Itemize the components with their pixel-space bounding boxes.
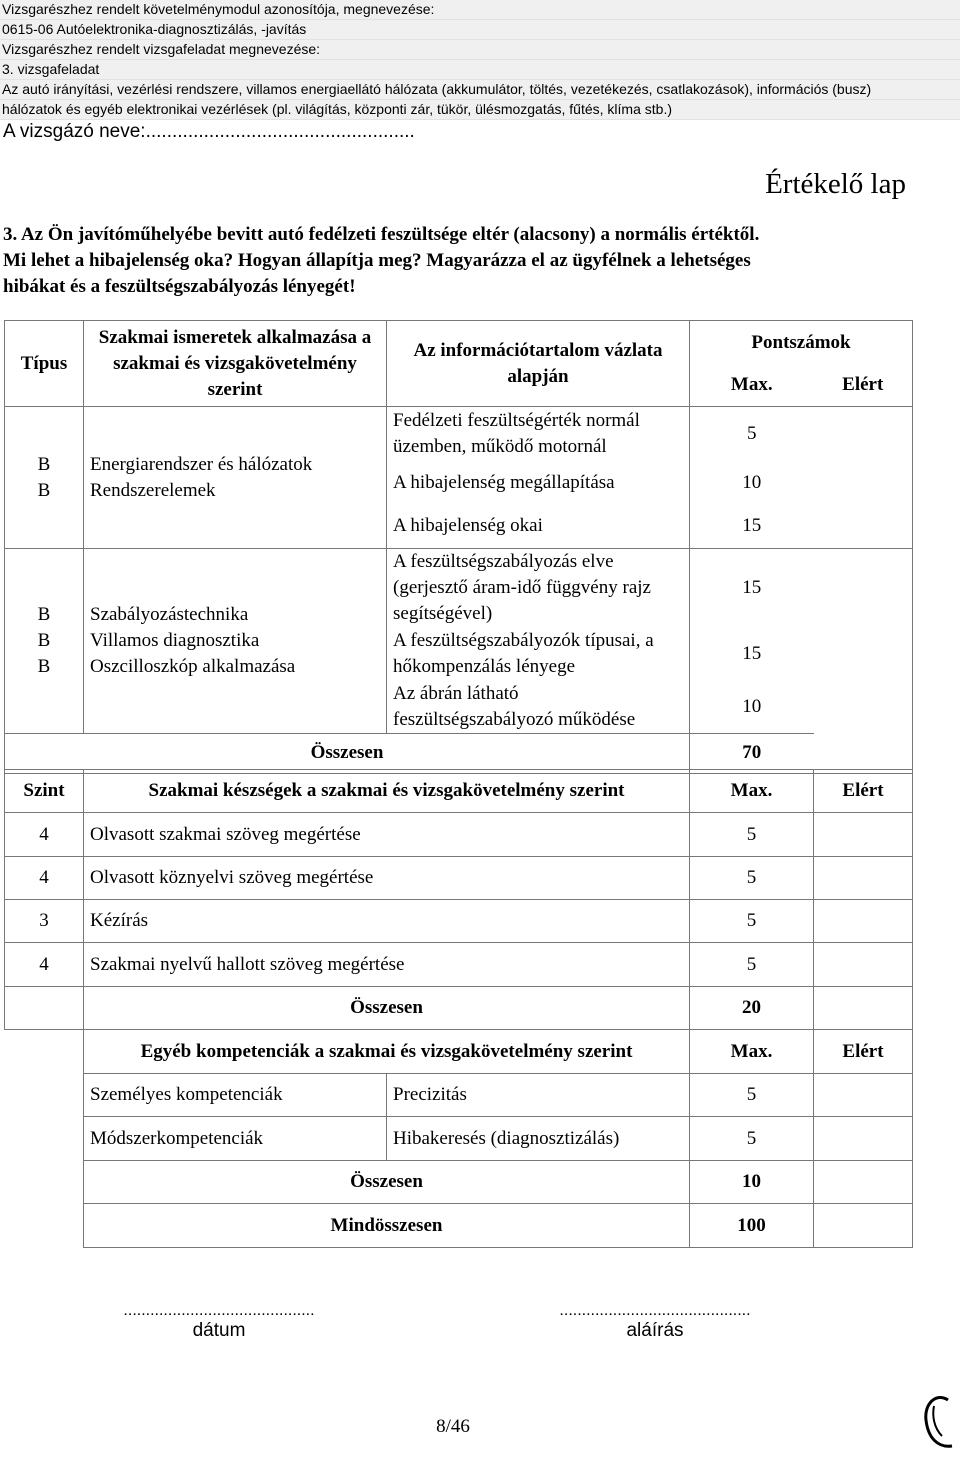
competency-max: 5 [690, 1074, 814, 1117]
date-dots: ........................................... [123, 1302, 315, 1319]
competency-achieved [814, 1074, 913, 1117]
header-skills: Szakmai készségek a szakmai és vizsgakövetelmény szerint [84, 770, 690, 813]
row3-text: A hibajelenség okai [387, 505, 690, 549]
date-label: dátum [192, 1320, 246, 1341]
task-line-3: hibákat és a feszültségszabályozás lényegét! [3, 276, 356, 297]
header-info: Az információtartalom vázlata alapján [387, 321, 690, 407]
row5-text: A feszültségszabályozók típusai, a hőkompenzálás lényege [387, 628, 690, 681]
competency-category: Módszerkompetenciák [84, 1117, 387, 1161]
skill-level: 4 [5, 857, 84, 900]
date-block [86, 1302, 352, 1342]
skill-text: Olvasott szakmai szöveg megértése [84, 813, 690, 857]
group1-achieved [814, 407, 913, 549]
row6-max: 10 [690, 681, 814, 734]
header-points: Pontszámok [690, 321, 913, 365]
header-elert: Elért [814, 1030, 913, 1074]
competency-category: Személyes kompetenciák [84, 1074, 387, 1117]
grand-total-achieved [814, 1204, 913, 1248]
row1-max: 5 [690, 407, 814, 462]
row4-text: A feszültségszabályozás elve (gerjesztő áram-idő függvény rajz segítségével) [387, 549, 690, 628]
total-max: 20 [690, 987, 814, 1030]
total-label: Összesen [84, 1161, 690, 1204]
skill-max: 5 [690, 900, 814, 943]
skill-max: 5 [690, 943, 814, 987]
knowledge-table [4, 320, 913, 774]
skill-achieved [814, 900, 913, 943]
competency-max: 5 [690, 1117, 814, 1161]
signature-block [522, 1302, 788, 1342]
group2-achieved [814, 549, 913, 774]
row6-text: Az ábrán látható feszültségszabályozó működése [387, 681, 690, 734]
row1-text: Fedélzeti feszültségérték normál üzemben, működő motornál [387, 407, 690, 462]
total-achieved [814, 987, 913, 1030]
handwritten-mark-icon [918, 1386, 958, 1456]
skill-achieved [814, 943, 913, 987]
header-line-1: Vizsgarészhez rendelt követelménymodul azonosítója, megnevezése: [0, 0, 960, 20]
skill-achieved [814, 857, 913, 900]
header-line-5: Az autó irányítási, vezérlési rendszere, villamos energiaellátó hálózata (akkumulátor, töltés, vezetékezés, csatlakozások), információs (busz) [0, 80, 960, 100]
skills-table [4, 769, 913, 1030]
signature-dots: ........................................... [559, 1302, 751, 1319]
header-knowledge: Szakmai ismeretek alkalmazása a szakmai és vizsgakövetelmény szerint [84, 321, 387, 407]
examinee-name-field: A vizsgázó neve:................................................... [3, 121, 415, 142]
skill-level: 3 [5, 900, 84, 943]
total-max: 70 [690, 733, 814, 773]
competency-achieved [814, 1117, 913, 1161]
header-elert: Elért [814, 365, 913, 407]
header-elert: Elért [814, 770, 913, 813]
task-line-1: 3. Az Ön javítóműhelyébe bevitt autó fedélzeti feszültsége eltér (alacsony) a normális értéktől. [3, 224, 760, 245]
group2-topic: Szabályozástechnika Villamos diagnosztika Oszcilloszkóp alkalmazása [84, 549, 387, 734]
document-header [0, 0, 960, 120]
row2-text: A hibajelenség megállapítása [387, 462, 690, 505]
skill-max: 5 [690, 857, 814, 900]
header-line-4: 3. vizsgafeladat [0, 60, 960, 80]
row3-max: 15 [690, 505, 814, 549]
header-max: Max. [690, 770, 814, 813]
total-label: Összesen [84, 987, 690, 1030]
group1-topic: Energiarendszer és hálózatok Rendszerelemek [84, 407, 387, 549]
skill-max: 5 [690, 813, 814, 857]
competency-item: Precizitás [387, 1074, 690, 1117]
header-level: Szint [5, 770, 84, 813]
row4-max: 15 [690, 549, 814, 628]
group1-type: B B [5, 407, 84, 549]
row2-max: 10 [690, 462, 814, 505]
competency-item: Hibakeresés (diagnosztizálás) [387, 1117, 690, 1161]
skill-text: Szakmai nyelvű hallott szöveg megértése [84, 943, 690, 987]
header-line-2: 0615-06 Autóelektronika-diagnosztizálás, -javítás [0, 20, 960, 40]
total-blank [5, 987, 84, 1030]
task-description [3, 222, 943, 300]
competencies-table [83, 1029, 913, 1248]
page-title: Értékelő lap [765, 168, 906, 200]
total-max: 10 [690, 1161, 814, 1204]
row5-max: 15 [690, 628, 814, 681]
skill-text: Kézírás [84, 900, 690, 943]
skill-level: 4 [5, 943, 84, 987]
header-other: Egyéb kompetenciák a szakmai és vizsgakövetelmény szerint [84, 1030, 690, 1074]
grand-total-max: 100 [690, 1204, 814, 1248]
group2-type: B B B [5, 549, 84, 734]
signature-label: aláírás [626, 1320, 684, 1341]
header-type: Típus [5, 321, 84, 407]
skill-text: Olvasott köznyelvi szöveg megértése [84, 857, 690, 900]
header-line-3: Vizsgarészhez rendelt vizsgafeladat megnevezése: [0, 40, 960, 60]
task-line-2: Mi lehet a hibajelenség oka? Hogyan állapítja meg? Magyarázza el az ügyfélnek a lehetséges [3, 250, 751, 271]
skill-level: 4 [5, 813, 84, 857]
total-label: Összesen [5, 733, 690, 773]
skill-achieved [814, 813, 913, 857]
grand-total-label: Mindösszesen [84, 1204, 690, 1248]
header-line-6: hálózatok és egyéb elektronikai vezérlések (pl. világítás, központi zár, tükör, ülésmozgatás, fűtés, klíma stb.) [0, 100, 960, 120]
header-max: Max. [690, 1030, 814, 1074]
total-achieved [814, 1161, 913, 1204]
header-max: Max. [690, 365, 814, 407]
page-number: 8/46 [436, 1416, 470, 1437]
